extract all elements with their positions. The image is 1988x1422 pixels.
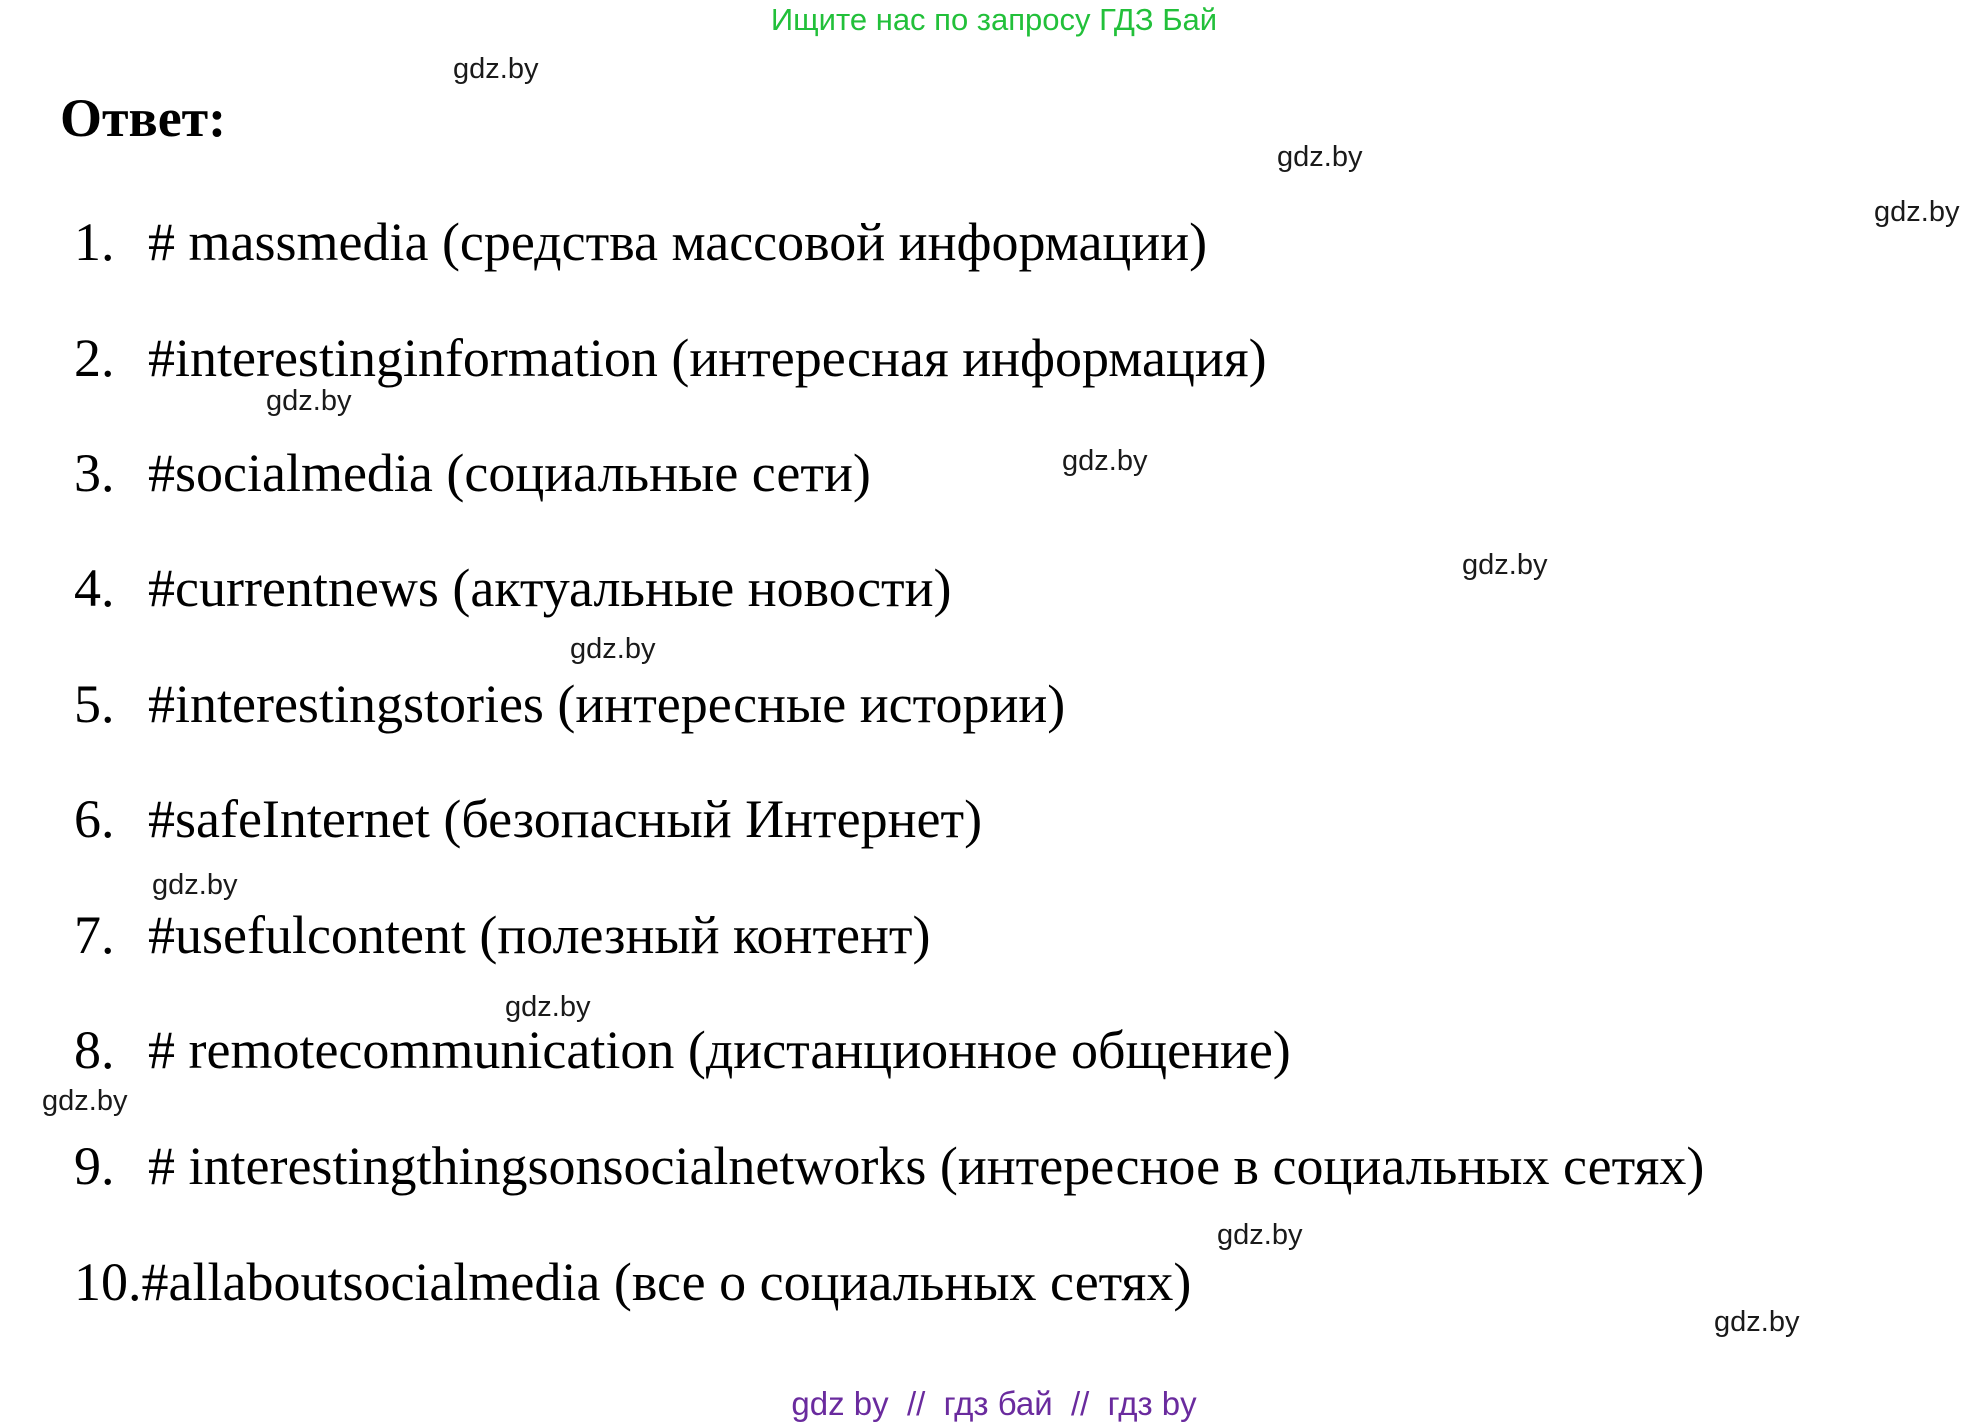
footer-watermark: gdz by // гдз бай // гдз by: [791, 1385, 1197, 1422]
answer-text: #currentnews (актуальные новости): [148, 558, 952, 618]
answer-text: # remotecommunication (дистанционное общение): [148, 1020, 1291, 1080]
answer-text: # massmedia (средства массовой информации): [148, 212, 1208, 272]
watermark: gdz.by: [1462, 549, 1548, 581]
answer-item-9: [74, 1136, 1704, 1196]
answer-item-2: [74, 328, 1267, 388]
answer-number: 6.: [74, 789, 115, 849]
watermark: gdz.by: [505, 991, 591, 1023]
watermark: gdz.by: [266, 385, 352, 417]
answer-text: #interestingstories (интересные истории): [148, 674, 1066, 734]
answer-number: 1.: [74, 212, 115, 272]
answer-number: 7.: [74, 905, 115, 965]
answer-number: 5.: [74, 674, 115, 734]
watermark: gdz.by: [1217, 1219, 1303, 1251]
answer-text: #safeInternet (безопасный Интернет): [148, 789, 983, 849]
watermark: gdz.by: [570, 633, 656, 665]
watermark: gdz.by: [152, 869, 238, 901]
answer-item-7: [74, 905, 931, 965]
answer-text: #socialmedia (социальные сети): [148, 443, 871, 503]
watermark: gdz.by: [1714, 1306, 1800, 1338]
answer-text: #allaboutsocialmedia (все о социальных сетях): [141, 1252, 1192, 1312]
watermark: gdz.by: [42, 1085, 128, 1117]
search-hint-banner: Ищите нас по запросу ГДЗ Бай: [770, 2, 1218, 37]
answer-number: 4.: [74, 558, 115, 618]
answer-number: 3.: [74, 443, 115, 503]
watermark: gdz.by: [1277, 141, 1363, 173]
answer-text: #interestinginformation (интересная информация): [148, 328, 1267, 388]
answer-number: 2.: [74, 328, 115, 388]
answer-number: 9.: [74, 1136, 115, 1196]
answer-heading: Ответ:: [60, 88, 227, 148]
watermark: gdz.by: [1062, 445, 1148, 477]
answer-item-3: [74, 443, 871, 503]
answer-item-10: [74, 1252, 1191, 1312]
answer-item-5: [74, 674, 1065, 734]
watermark: gdz.by: [1874, 196, 1960, 228]
answer-item-4: [74, 558, 952, 618]
answer-text: #usefulcontent (полезный контент): [148, 905, 931, 965]
answer-number: 10.: [74, 1252, 142, 1312]
answer-item-6: [74, 789, 982, 849]
answer-number: 8.: [74, 1020, 115, 1080]
answer-item-1: [74, 212, 1207, 272]
answer-item-8: [74, 1020, 1291, 1080]
watermark: gdz.by: [453, 53, 539, 85]
answer-text: # interestingthingsonsocialnetworks (интересное в социальных сетях): [148, 1136, 1705, 1196]
